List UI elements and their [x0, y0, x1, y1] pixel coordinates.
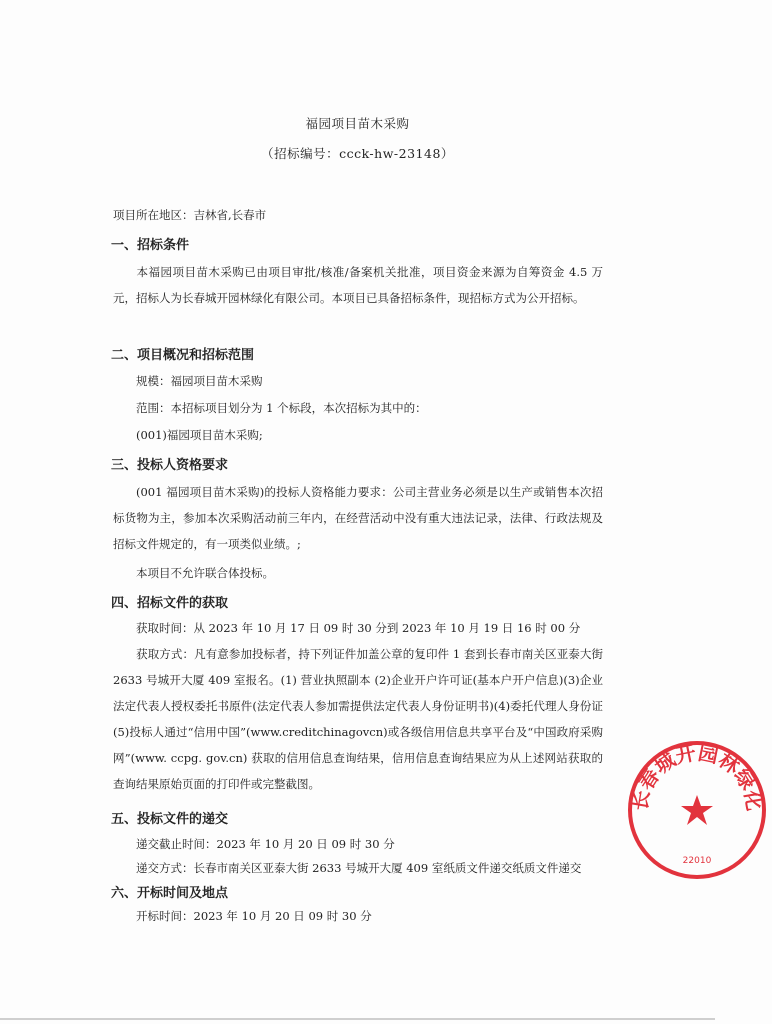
seal-star-icon — [681, 795, 713, 825]
section-6-time: 开标时间：2023 年 10 月 20 日 09 时 30 分 — [136, 909, 372, 923]
seal-text: 长春城开园林绿化 — [627, 740, 767, 813]
section-1-heading: 一、招标条件 — [111, 238, 190, 253]
section-3-text: (001 福园项目苗木采购)的投标人资格能力要求：公司主营业务必须是以生产或销售本次招标货物为主，参加本次采购活动前三年内，在经营活动中没有重大违法记录，法律、行政法规及招标文件规定的，有一项类似业绩。; — [113, 485, 603, 551]
section-3-consortium: 本项目不允许联合体投标。 — [136, 566, 274, 580]
seal-code: 22010 — [682, 856, 712, 866]
section-1-text: 本福园项目苗木采购已由项目审批/核准/备案机关批准，项目资金来源为自筹资金 4.5 万元，招标人为长春城开园林绿化有限公司。本项目已具备招标条件，现招标方式为公开招标。 — [113, 265, 603, 305]
section-6-heading: 六、开标时间及地点 — [111, 886, 229, 901]
section-2-item: (001)福园项目苗木采购; — [136, 428, 263, 442]
section-2-scale: 规模：福园项目苗木采购 — [136, 374, 263, 388]
section-5-deadline: 递交截止时间：2023 年 10 月 20 日 09 时 30 分 — [136, 837, 395, 851]
section-5-method: 递交方式：长春市南关区亚泰大街 2633 号城开大厦 409 室纸质文件递交纸质文件递交 — [136, 861, 582, 875]
document-title: 福园项目苗木采购 — [305, 116, 410, 131]
section-3-paragraph — [113, 479, 603, 557]
section-1-paragraph — [113, 259, 603, 311]
section-5-heading: 五、投标文件的递交 — [111, 812, 229, 827]
company-seal — [622, 735, 772, 885]
bid-number: （招标编号：ccck-hw-23148） — [261, 146, 454, 161]
section-2-scope: 范围：本招标项目划分为 1 个标段，本次招标为其中的： — [136, 401, 427, 415]
section-2-heading: 二、项目概况和招标范围 — [111, 348, 255, 363]
section-4-method: 获取方式：凡有意参加投标者，持下列证件加盖公章的复印件 1 套到长春市南关区亚泰大街 2633 号城开大厦 409 室报名。(1) 营业执照副本 (2)企业开户许可证(基本户开户信息)(3)企业法定代表人授权委托书原件(法定代表人参加需提供法定代表人身份证明书)(4)委托代理人身份证 (5)投标人通过“信用中国”(www.creditchinagovcn)或各级信用信息共享平台及“中国政府采购网”(www. ccpg. gov.cn) 获取的信用信息查询结果，信用信息查询结果应为从上述网站获取的查询结果原始页面的打印件或完整截图。 — [113, 647, 603, 791]
section-4-heading: 四、招标文件的获取 — [111, 596, 229, 611]
section-4-time: 获取时间：从 2023 年 10 月 17 日 09 时 30 分到 2023 年 10 月 19 日 16 时 00 分 — [136, 621, 581, 635]
section-4-method-paragraph — [113, 641, 603, 797]
section-3-heading: 三、投标人资格要求 — [111, 458, 229, 473]
page-bottom-edge — [0, 1018, 715, 1020]
project-location: 项目所在地区：吉林省,长春市 — [113, 208, 267, 222]
